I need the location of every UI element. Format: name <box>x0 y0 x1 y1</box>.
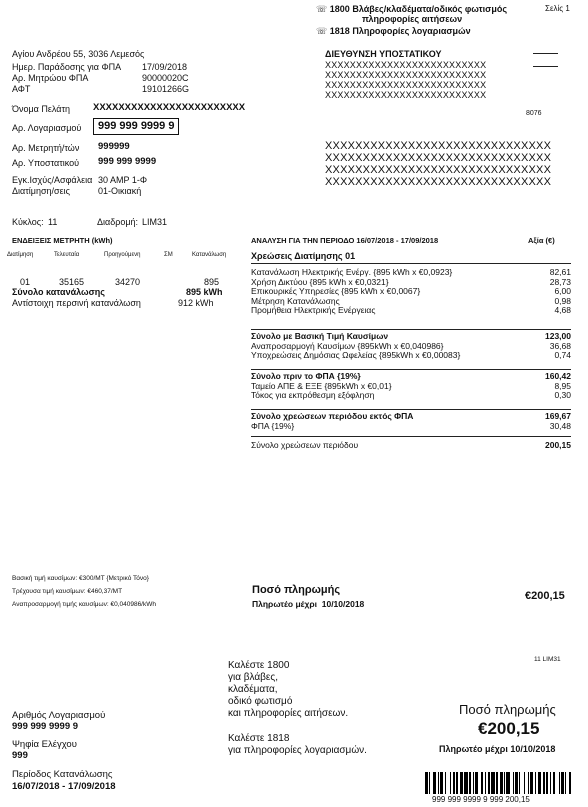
charge-label: Σύνολο πριν το ΦΠΑ {19%} <box>251 371 361 381</box>
tariff-value: 01-Οικιακή <box>98 186 142 196</box>
customer-name-label: Όνομα Πελάτη <box>12 104 71 114</box>
stub-call-1818 <box>228 733 367 757</box>
reading-last: 35165 <box>59 277 85 287</box>
stub-pay-due: Πληρωτέο μέχρι 10/10/2018 <box>439 744 556 754</box>
branch-rule-1 <box>533 53 558 54</box>
customer-name-value: XXXXXXXXXXXXXXXXXXXXXXXX <box>93 102 246 113</box>
charge-label: Υποχρεώσεις Δημόσιας Ωφελείας {895kWh x €0,00083} <box>251 350 461 361</box>
branch-address-block <box>325 60 486 100</box>
stub-period-label: Περίοδος Κατανάλωσης <box>12 769 113 780</box>
phone-1818-line <box>316 26 471 36</box>
mailing-line: XXXXXXXXXXXXXXXXXXXXXXXXXXXXXX <box>325 152 552 164</box>
branch-rule-2 <box>533 66 558 67</box>
phone-1800-line <box>316 4 507 14</box>
vat-reg-label: Αρ. Μητρώου ΦΠΑ <box>12 73 89 83</box>
account-number-box: 999 999 9999 9 <box>93 118 179 135</box>
analysis-group-rule <box>251 409 571 410</box>
charge-label: Κατανάλωση Ηλεκτρικής Ενέργ. {895 kWh x €0,0923} <box>251 267 453 277</box>
vat-delivery-value: 17/09/2018 <box>142 62 188 72</box>
total-consumption-value: 895 kWh <box>186 287 223 297</box>
fuel-current-price: Τρέχουσα τιμή καυσίμων: €460,37/ΜΤ <box>12 588 123 595</box>
charge-value: 169,67 <box>545 411 571 421</box>
reading-tariff: 01 <box>20 277 31 287</box>
tariff-label: Διατίμηση/σεις <box>12 186 70 196</box>
stub-call-line: για βλάβες, <box>228 672 278 683</box>
stub-period-value: 16/07/2018 - 17/09/2018 <box>12 781 116 792</box>
stub-call-line: και πληροφορίες αιτήσεων. <box>228 708 349 719</box>
meter-readings-title: ΕΝΔΕΙΞΕΙΣ ΜΕΤΡΗΤΗ (kWh) <box>12 236 113 245</box>
period-total-label: Σύνολο χρεώσεων περιόδου <box>251 440 359 450</box>
period-total-value: 200,15 <box>545 440 571 450</box>
vat-delivery-label: Ημερ. Παράδοσης για ΦΠΑ <box>12 62 122 72</box>
stub-call-1800 <box>228 660 348 720</box>
charge-value: 160,42 <box>545 371 571 381</box>
substation-label: Αρ. Υποστατικού <box>12 158 80 168</box>
stub-call-line: κλαδέματα, <box>228 684 278 695</box>
charge-label: Επικουρικές Υπηρεσίες {895 kWh x €0,0067} <box>251 286 421 297</box>
payment-label: Ποσό πληρωμής <box>252 584 341 596</box>
value-header: Αξία (€) <box>528 236 555 245</box>
cycle-label: Κύκλος: <box>12 217 44 227</box>
prev-year-label: Αντίστοιχη περσινή κατανάλωση <box>12 298 141 308</box>
charge-label: Σύνολο με Βασική Τιμή Καυσίμων <box>251 331 389 341</box>
substation-value: 999 999 9999 <box>98 156 157 167</box>
branch-title: ΔΙΕΥΘΥΝΣΗ ΥΠΟΣΤΑΤΙΚΟΥ <box>325 49 442 59</box>
charge-value: 0,98 <box>554 295 571 306</box>
fuel-base-price: Βασική τιμή καυσίμων: €300/ΜΤ {Μετρικό Τόνο} <box>12 575 149 582</box>
charge-value: 4,68 <box>554 305 571 316</box>
charge-label: Αναπροσαρμογή Καυσίμων {895kWh x €0,040986} <box>251 340 444 351</box>
cycle-value: 11 <box>48 217 58 227</box>
charge-label: ΦΠΑ {19%} <box>251 420 295 431</box>
col-consumption: Κατανάλωση <box>192 252 227 258</box>
stub-call-line: Καλέστε 1800 <box>228 660 290 671</box>
mailing-line: XXXXXXXXXXXXXXXXXXXXXXXXXXXXXX <box>325 176 552 188</box>
charge-label: Μέτρηση Κατανάλωσης <box>251 295 340 306</box>
phone-1818-number: 1818 <box>329 26 350 36</box>
mailing-line: XXXXXXXXXXXXXXXXXXXXXXXXXXXXXX <box>325 164 552 176</box>
stub-cycle-route: 11 LIM31 <box>534 656 561 663</box>
company-address: Αγίου Ανδρέου 55, 3036 Λεμεσός <box>12 49 145 59</box>
payment-due-label: Πληρωτέο μέχρι <box>252 599 317 609</box>
analysis-group-rule <box>251 329 571 330</box>
payment-due-date: 10/10/2018 <box>321 599 365 609</box>
charge-label: Χρήση Δικτύου {895 kWh x €0,0321} <box>251 276 389 287</box>
fuse-value: 30 AMP 1-Φ <box>98 175 148 185</box>
col-tariff: Διατίμηση <box>7 252 34 258</box>
charge-value: 6,00 <box>554 286 571 297</box>
stub-call-line: οδικό φωτισμό <box>228 696 293 707</box>
phone-1818-text: Πληροφορίες λογαριασμών <box>352 26 471 36</box>
route-label: Διαδρομή: <box>97 217 139 227</box>
charge-label: Προμήθεια Ηλεκτρικής Ενέργειας <box>251 305 376 316</box>
analysis-rule-top <box>251 263 571 264</box>
charge-label: Ταμείο ΑΠΕ & ΕΞΕ {895kWh x €0,01} <box>251 380 392 391</box>
analysis-group-rule <box>251 369 571 370</box>
page-number: Σελίς 1 <box>545 4 570 13</box>
phone-1800-number: 1800 <box>329 4 350 14</box>
barcode <box>425 772 573 794</box>
stub-check-label: Ψηφία Ελέγχου <box>12 739 77 750</box>
stub-pay-amount: €200,15 <box>478 719 540 738</box>
vat-reg-value: 90000020C <box>142 73 189 83</box>
charge-label: Σύνολο χρεώσεων περιόδου εκτός ΦΠΑ <box>251 411 414 421</box>
branch-line: XXXXXXXXXXXXXXXXXXXXXXXXXX <box>325 80 487 90</box>
phone-1800-text: Βλάβες/κλαδέματα/οδικός φωτισμός <box>352 4 508 14</box>
phone-icon: ☏ <box>316 26 328 36</box>
stub-pay-label: Ποσό πληρωμής <box>459 702 556 717</box>
meter-label: Αρ. Μετρητή/τών <box>12 143 80 153</box>
col-multiplier: ΣΜ <box>164 252 173 258</box>
phone-1800-text-2: πληροφορίες αιτήσεων <box>362 14 463 24</box>
phone-icon: ☏ <box>316 4 328 14</box>
meter-value: 999999 <box>98 141 130 152</box>
payment-due <box>252 600 364 610</box>
col-previous: Προηγούμενη <box>104 252 141 258</box>
tax-id-label: ΑΦΤ <box>12 84 31 94</box>
stub-check-value: 999 <box>12 750 28 761</box>
charge-label: Τόκος για εκπρόθεσμη εξόφληση <box>251 390 375 401</box>
mailing-address-block <box>325 140 551 188</box>
route-value: LIM31 <box>142 217 168 227</box>
mailing-line: XXXXXXXXXXXXXXXXXXXXXXXXXXXXXX <box>325 140 552 152</box>
branch-line: XXXXXXXXXXXXXXXXXXXXXXXXXX <box>325 60 487 70</box>
barcode-bar <box>571 772 572 794</box>
stub-call-line: για πληροφορίες λογαριασμών. <box>228 745 367 756</box>
reading-previous: 34270 <box>115 277 141 287</box>
branch-code: 8076 <box>526 110 542 117</box>
stub-account-value: 999 999 9999 9 <box>12 721 79 732</box>
charge-value: 0,74 <box>554 350 571 361</box>
fuel-adjustment: Αναπροσαρμογή τιμής καυσίμων: €0,040986/kWh <box>12 601 156 608</box>
branch-line: XXXXXXXXXXXXXXXXXXXXXXXXXX <box>325 90 487 100</box>
charge-value: 0,30 <box>554 390 571 401</box>
prev-year-value: 912 kWh <box>178 298 214 308</box>
charge-value: 82,61 <box>549 267 571 277</box>
col-last: Τελευταία <box>54 252 80 258</box>
stub-account-label: Αριθμός Λογαριασμού <box>12 710 106 721</box>
charge-value: 36,68 <box>549 340 571 351</box>
analysis-subtitle: Χρεώσεις Διατίμησης 01 <box>251 251 356 261</box>
charge-value: 123,00 <box>545 331 571 341</box>
payment-amount: €200,15 <box>525 590 565 602</box>
analysis-title: ΑΝΑΛΥΣΗ ΓΙΑ ΤΗΝ ΠΕΡΙΟΔΟ 16/07/2018 - 17/09/2018 <box>251 236 439 245</box>
reading-consumption: 895 <box>204 277 220 287</box>
charge-value: 28,73 <box>549 276 571 287</box>
total-consumption-label: Σύνολο κατανάλωσης <box>12 287 105 297</box>
barcode-text: 999 999 9999 9 999 200,15 <box>432 795 530 804</box>
charge-value: 30,48 <box>549 420 571 431</box>
fuse-label: Εγκ.Ισχύς/Ασφάλεια <box>12 175 93 185</box>
tax-id-value: 19101266G <box>142 84 190 94</box>
charge-value: 8,95 <box>554 380 571 391</box>
branch-line: XXXXXXXXXXXXXXXXXXXXXXXXXX <box>325 70 487 80</box>
analysis-total-rule <box>251 436 571 437</box>
account-label: Αρ. Λογαριασμού <box>12 123 82 133</box>
stub-call-line: Καλέστε 1818 <box>228 733 290 744</box>
